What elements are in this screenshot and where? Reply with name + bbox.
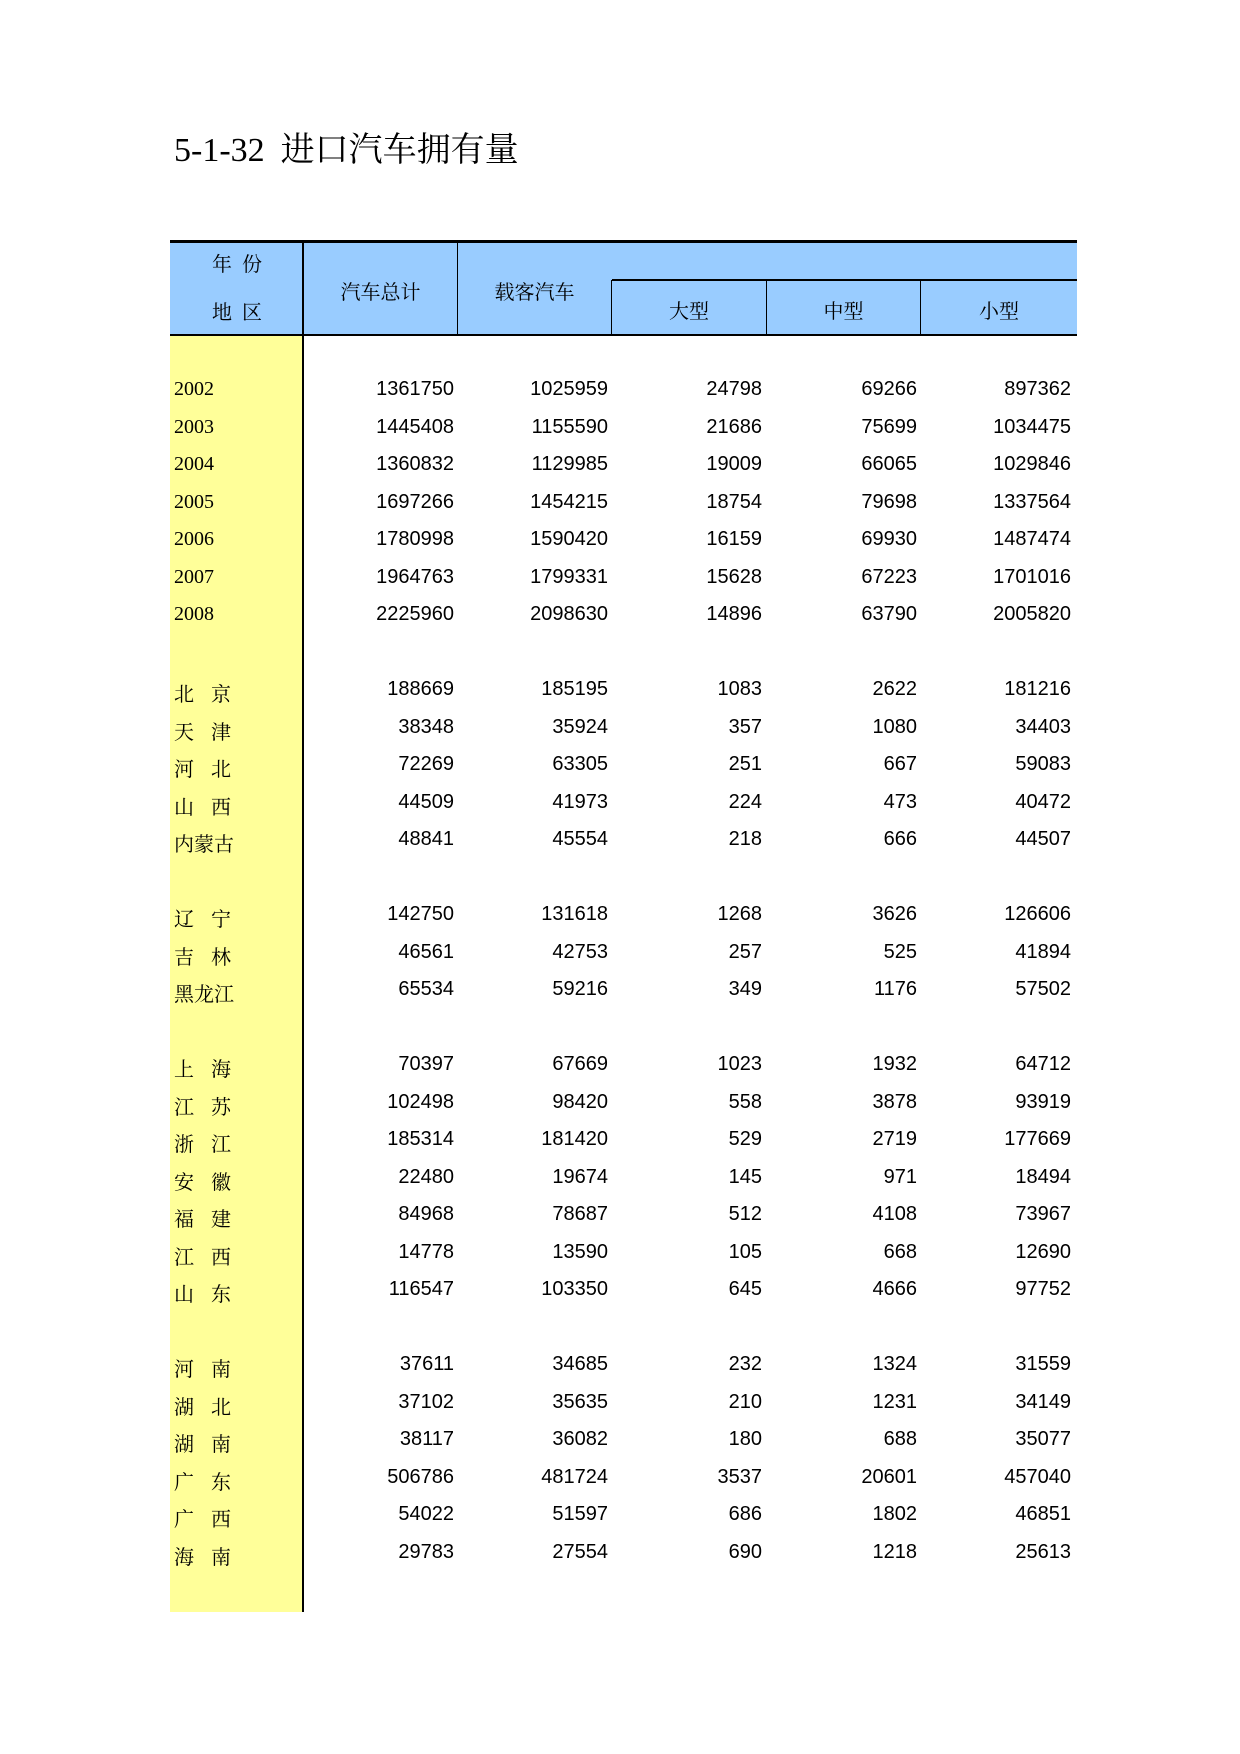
table-cell: 13590 <box>552 1241 608 1263</box>
table-cell: 3626 <box>872 903 917 925</box>
table-cell: 98420 <box>552 1091 608 1113</box>
table-cell: 18494 <box>1015 1166 1071 1188</box>
table-cell: 181216 <box>1004 678 1071 700</box>
table-cell: 69266 <box>861 378 917 400</box>
table-cell: 473 <box>883 791 917 813</box>
row-label-part: 津 <box>211 722 231 744</box>
table-cell: 1029846 <box>993 453 1071 475</box>
table-cell: 31559 <box>1015 1353 1071 1375</box>
table-cell: 688 <box>883 1428 917 1450</box>
table-cell: 78687 <box>552 1203 608 1225</box>
row-label-part: 2003 <box>174 416 214 438</box>
table-cell: 65534 <box>398 978 454 1000</box>
table-cell: 457040 <box>1004 1466 1071 1488</box>
table-row <box>0 1121 1240 1158</box>
table-cell: 1799331 <box>530 566 608 588</box>
row-label <box>174 603 299 626</box>
table-cell: 690 <box>728 1541 762 1563</box>
table-cell: 54022 <box>398 1503 454 1525</box>
table-cell: 1445408 <box>376 416 454 438</box>
row-label <box>174 1466 299 1495</box>
row-label-part: 西 <box>211 1509 231 1531</box>
header-total: 汽车总计 <box>340 282 421 304</box>
row-label-part: 湖 <box>174 1434 194 1456</box>
table-cell: 44507 <box>1015 828 1071 850</box>
table-cell: 38117 <box>399 1428 454 1450</box>
table-cell: 63790 <box>861 603 917 625</box>
row-label <box>174 528 299 551</box>
row-label-part: 2005 <box>174 491 214 513</box>
row-label <box>174 1541 299 1570</box>
table-cell: 1034475 <box>993 416 1071 438</box>
table-row <box>0 596 1240 633</box>
row-label-part: 西 <box>211 797 231 819</box>
table-cell: 1701016 <box>993 566 1071 588</box>
row-label <box>174 1503 299 1532</box>
table-cell: 12690 <box>1015 1241 1071 1263</box>
table-title: 进口汽车拥有量 <box>280 132 519 169</box>
row-label-part: 林 <box>211 947 231 969</box>
row-label-part: 广 <box>174 1509 194 1531</box>
table-row <box>0 1234 1240 1271</box>
row-label <box>174 1353 299 1382</box>
table-cell: 251 <box>728 753 762 775</box>
row-label-part: 山 <box>174 797 194 819</box>
table-cell: 349 <box>728 978 762 1000</box>
table-row <box>0 746 1240 783</box>
header-small: 小型 <box>979 301 1019 323</box>
table-cell: 2622 <box>872 678 917 700</box>
table-cell: 481724 <box>541 1466 608 1488</box>
row-label-part: 江 <box>174 1097 194 1119</box>
row-label-part: 山 <box>174 1284 194 1306</box>
table-cell: 1080 <box>872 716 917 738</box>
table-cell: 1155590 <box>531 416 608 438</box>
table-cell: 2005820 <box>993 603 1071 625</box>
table-cell: 116547 <box>388 1278 454 1300</box>
table-cell: 668 <box>883 1241 917 1263</box>
table-cell: 64712 <box>1015 1053 1071 1075</box>
table-cell: 2719 <box>872 1128 917 1150</box>
table-cell: 1324 <box>872 1353 917 1375</box>
table-row <box>0 1346 1240 1383</box>
table-cell: 70397 <box>398 1053 454 1075</box>
table-cell: 14778 <box>398 1241 454 1263</box>
table-row <box>0 409 1240 446</box>
table-cell: 1129985 <box>531 453 608 475</box>
row-label-part: 湖 <box>174 1397 194 1419</box>
row-label <box>174 678 299 707</box>
row-label <box>174 1091 299 1120</box>
table-cell: 667 <box>883 753 917 775</box>
table-row <box>0 709 1240 746</box>
table-row <box>0 1046 1240 1083</box>
table-cell: 971 <box>883 1166 917 1188</box>
table-row <box>0 896 1240 933</box>
table-row <box>0 934 1240 971</box>
table-cell: 45554 <box>552 828 608 850</box>
table-row <box>0 1159 1240 1196</box>
table-cell: 3537 <box>717 1466 762 1488</box>
table-cell: 1023 <box>717 1053 762 1075</box>
row-label-part: 上 <box>174 1059 194 1081</box>
table-cell: 24798 <box>706 378 762 400</box>
row-label <box>174 1128 299 1157</box>
table-cell: 34403 <box>1015 716 1071 738</box>
table-cell: 4108 <box>872 1203 917 1225</box>
table-row <box>0 1534 1240 1571</box>
row-label-part: 海 <box>174 1547 194 1569</box>
row-label <box>174 941 299 970</box>
table-cell: 666 <box>883 828 917 850</box>
table-cell: 645 <box>728 1278 762 1300</box>
row-label-part: 江 <box>211 1134 231 1156</box>
table-cell: 686 <box>728 1503 762 1525</box>
table-row <box>0 1421 1240 1458</box>
table-cell: 25613 <box>1015 1541 1071 1563</box>
row-label-part: 西 <box>211 1247 231 1269</box>
row-label-part: 2007 <box>174 566 214 588</box>
table-cell: 145 <box>728 1166 762 1188</box>
table-cell: 75699 <box>861 416 917 438</box>
table-row <box>0 1196 1240 1233</box>
table-cell: 59083 <box>1015 753 1071 775</box>
row-label-part: 宁 <box>211 909 231 931</box>
table-cell: 1218 <box>872 1541 917 1563</box>
table-row <box>0 446 1240 483</box>
table-cell: 357 <box>728 716 762 738</box>
table-cell: 15628 <box>706 566 762 588</box>
table-row <box>0 784 1240 821</box>
row-label-part: 2004 <box>174 453 214 475</box>
table-cell: 14896 <box>706 603 762 625</box>
row-label <box>174 903 299 932</box>
table-cell: 19674 <box>552 1166 608 1188</box>
table-cell: 512 <box>728 1203 762 1225</box>
table-cell: 93919 <box>1015 1091 1071 1113</box>
row-label-part: 北 <box>174 684 194 706</box>
table-cell: 20601 <box>861 1466 917 1488</box>
table-cell: 35924 <box>552 716 608 738</box>
row-label-part: 黑龙江 <box>174 984 234 1006</box>
row-label-part: 建 <box>211 1209 231 1231</box>
table-cell: 180 <box>728 1428 762 1450</box>
table-cell: 1454215 <box>530 491 608 513</box>
table-cell: 41894 <box>1015 941 1071 963</box>
table-cell: 1025959 <box>530 378 608 400</box>
header-medium: 中型 <box>823 301 864 323</box>
table-cell: 1231 <box>872 1391 917 1413</box>
table-cell: 558 <box>728 1091 762 1113</box>
row-label-part: 河 <box>174 759 194 781</box>
table-cell: 1083 <box>717 678 762 700</box>
row-label-part: 内蒙古 <box>174 834 234 856</box>
table-cell: 1268 <box>717 903 762 925</box>
table-row <box>0 671 1240 708</box>
row-label-part: 2002 <box>174 378 214 400</box>
row-label-part: 江 <box>174 1247 194 1269</box>
table-row <box>0 1084 1240 1121</box>
row-label-part: 安 <box>174 1172 194 1194</box>
table-cell: 44509 <box>398 791 454 813</box>
row-label <box>174 416 299 439</box>
table-cell: 3878 <box>872 1091 917 1113</box>
table-cell: 1932 <box>872 1053 917 1075</box>
table-cell: 181420 <box>541 1128 608 1150</box>
table-cell: 41973 <box>552 791 608 813</box>
row-label <box>174 1053 299 1082</box>
row-label <box>174 716 299 745</box>
table-code: 5-1-32 <box>174 132 265 169</box>
table-row <box>0 521 1240 558</box>
table-cell: 218 <box>728 828 762 850</box>
table-cell: 46851 <box>1015 1503 1071 1525</box>
table-cell: 525 <box>883 941 917 963</box>
header-passenger: 载客汽车 <box>494 282 575 304</box>
table-cell: 35077 <box>1015 1428 1071 1450</box>
table-cell: 51597 <box>552 1503 608 1525</box>
row-label-part: 北 <box>211 759 231 781</box>
row-label <box>174 566 299 589</box>
table-cell: 1361750 <box>376 378 454 400</box>
row-label-part: 南 <box>211 1359 231 1381</box>
table-row <box>0 1459 1240 1496</box>
table-cell: 66065 <box>861 453 917 475</box>
row-label <box>174 1278 299 1307</box>
table-cell: 1780998 <box>376 528 454 550</box>
top-rule <box>170 240 1077 243</box>
row-label-part: 北 <box>211 1397 231 1419</box>
table-row <box>0 1384 1240 1421</box>
row-label-part: 浙 <box>174 1134 194 1156</box>
header-large: 大型 <box>669 301 709 323</box>
row-label-part: 南 <box>211 1547 231 1569</box>
table-cell: 22480 <box>398 1166 454 1188</box>
table-cell: 27554 <box>552 1541 608 1563</box>
table-cell: 35635 <box>552 1391 608 1413</box>
page-title <box>174 122 519 171</box>
table-cell: 1590420 <box>530 528 608 550</box>
table-cell: 72269 <box>398 753 454 775</box>
table-cell: 177669 <box>1004 1128 1071 1150</box>
row-label-part: 河 <box>174 1359 194 1381</box>
table-row <box>0 484 1240 521</box>
table-cell: 21686 <box>706 416 762 438</box>
table-cell: 1176 <box>873 978 917 1000</box>
table-cell: 18754 <box>706 491 762 513</box>
table-cell: 34149 <box>1015 1391 1071 1413</box>
table-cell: 34685 <box>552 1353 608 1375</box>
row-label <box>174 453 299 476</box>
row-label-part: 2006 <box>174 528 214 550</box>
table-cell: 506786 <box>387 1466 454 1488</box>
row-label-part: 苏 <box>211 1097 231 1119</box>
table-cell: 97752 <box>1015 1278 1071 1300</box>
subheader-rule <box>612 279 1077 281</box>
row-label <box>174 978 299 1007</box>
row-label-part: 辽 <box>174 909 194 931</box>
table-row <box>0 559 1240 596</box>
table-cell: 2225960 <box>376 603 454 625</box>
row-label-part: 南 <box>211 1434 231 1456</box>
row-label-part: 广 <box>174 1472 194 1494</box>
table-cell: 69930 <box>861 528 917 550</box>
table-cell: 40472 <box>1015 791 1071 813</box>
table-cell: 16159 <box>706 528 762 550</box>
table-cell: 37611 <box>399 1353 454 1375</box>
table-cell: 1802 <box>872 1503 917 1525</box>
row-label <box>174 1428 299 1457</box>
table-cell: 529 <box>728 1128 762 1150</box>
row-label-part: 天 <box>174 722 194 744</box>
row-label <box>174 1203 299 1232</box>
table-cell: 67223 <box>861 566 917 588</box>
header-year-label: 年 份 <box>212 254 262 276</box>
table-cell: 131618 <box>541 903 608 925</box>
row-label <box>174 753 299 782</box>
table-cell: 126606 <box>1004 903 1071 925</box>
table-cell: 1337564 <box>993 491 1071 513</box>
table-cell: 188669 <box>387 678 454 700</box>
row-label-part: 海 <box>211 1059 231 1081</box>
table-cell: 257 <box>728 941 762 963</box>
table-cell: 224 <box>728 791 762 813</box>
row-label <box>174 828 299 857</box>
table-cell: 897362 <box>1004 378 1071 400</box>
table-cell: 232 <box>728 1353 762 1375</box>
row-label <box>174 1391 299 1420</box>
header-region-label: 地 区 <box>212 302 262 324</box>
table-cell: 29783 <box>398 1541 454 1563</box>
table-row <box>0 1496 1240 1533</box>
table-cell: 59216 <box>552 978 608 1000</box>
table-row <box>0 971 1240 1008</box>
table-cell: 36082 <box>552 1428 608 1450</box>
table-cell: 42753 <box>552 941 608 963</box>
table-cell: 19009 <box>706 453 762 475</box>
row-label-part: 吉 <box>174 947 194 969</box>
row-label-part: 2008 <box>174 603 214 625</box>
table-cell: 1697266 <box>376 491 454 513</box>
table-cell: 48841 <box>398 828 454 850</box>
table-cell: 37102 <box>398 1391 454 1413</box>
table-cell: 73967 <box>1015 1203 1071 1225</box>
header-bottom-rule <box>170 334 1077 336</box>
table-row <box>0 1271 1240 1308</box>
table-cell: 142750 <box>387 903 454 925</box>
table-cell: 46561 <box>398 941 454 963</box>
table-cell: 1487474 <box>993 528 1071 550</box>
row-label <box>174 1241 299 1270</box>
table-cell: 185314 <box>387 1128 454 1150</box>
row-label <box>174 791 299 820</box>
table-cell: 103350 <box>541 1278 608 1300</box>
table-row <box>0 821 1240 858</box>
row-label-part: 福 <box>174 1209 194 1231</box>
table-cell: 210 <box>728 1391 762 1413</box>
table-cell: 84968 <box>398 1203 454 1225</box>
table-cell: 38348 <box>398 716 454 738</box>
row-label-part: 徽 <box>211 1172 231 1194</box>
table-cell: 67669 <box>552 1053 608 1075</box>
row-label-part: 东 <box>211 1472 231 1494</box>
table-cell: 1964763 <box>376 566 454 588</box>
row-label-part: 京 <box>211 684 231 706</box>
table-cell: 63305 <box>552 753 608 775</box>
table-cell: 102498 <box>387 1091 454 1113</box>
row-label <box>174 491 299 514</box>
row-label <box>174 1166 299 1195</box>
table-cell: 4666 <box>872 1278 917 1300</box>
table-cell: 185195 <box>541 678 608 700</box>
table-cell: 105 <box>728 1241 762 1263</box>
row-label-part: 东 <box>211 1284 231 1306</box>
table-cell: 57502 <box>1015 978 1071 1000</box>
row-label <box>174 378 299 401</box>
table-cell: 1360832 <box>376 453 454 475</box>
table-cell: 2098630 <box>530 603 608 625</box>
table-cell: 79698 <box>861 491 917 513</box>
table-row <box>0 371 1240 408</box>
